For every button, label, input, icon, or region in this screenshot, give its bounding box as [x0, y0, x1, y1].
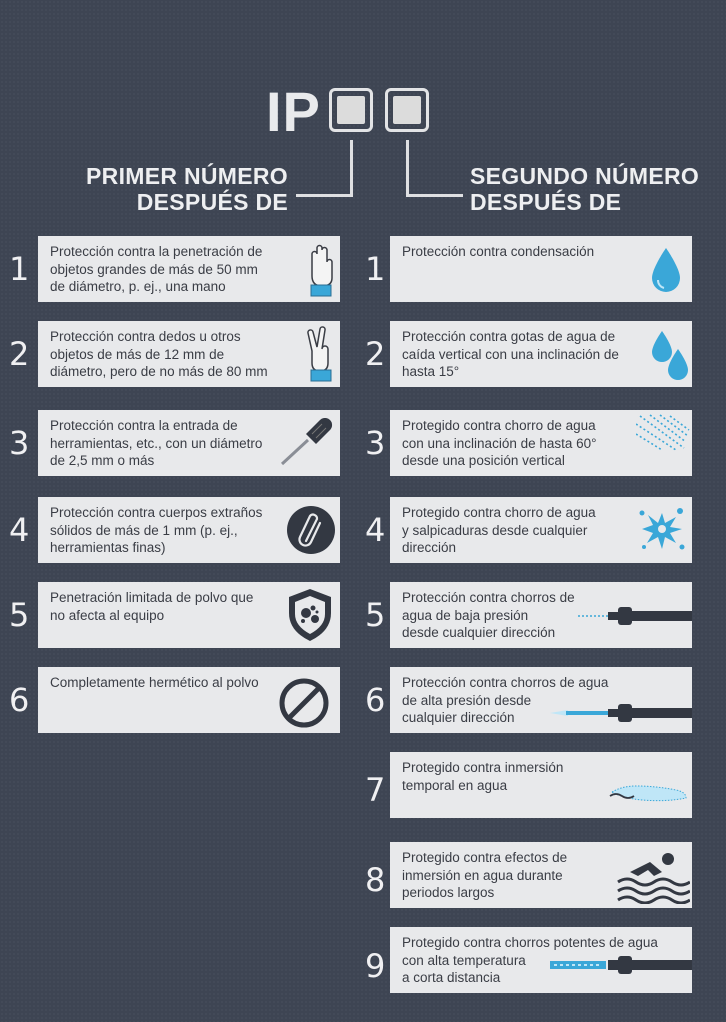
prohibited-icon [278, 677, 330, 729]
item-card: Protegido contra chorro de agua con una inclinación de hasta 60° desde una posición vertical [390, 410, 692, 476]
item-card: Protección contra cuerpos extraños sólidos de más de 1 mm (p. ej., herramientas finas) [38, 497, 340, 563]
item-number: 1 [365, 250, 386, 288]
item-card: Penetración limitada de polvo que no afecta al equipo [38, 582, 340, 648]
item-card: Completamente hermético al polvo [38, 667, 340, 733]
two-fingers-icon [304, 325, 334, 383]
hand-icon [306, 240, 334, 298]
item-card: Protegido contra chorro de agua y salpicaduras desde cualquier dirección [390, 497, 692, 563]
item-number: 4 [365, 511, 386, 549]
item-card: Protegido contra chorros potentes de agua con alta temperatura a corta distancia [390, 927, 692, 993]
item-card: Protección contra la entrada de herramientas, etc., con un diámetro de 2,5 mm o más [38, 410, 340, 476]
right-connector [406, 140, 463, 197]
hot-jet-hose-icon [550, 953, 692, 977]
item-number: 6 [9, 681, 30, 719]
item-card: Protegido contra inmersión temporal en agua [390, 752, 692, 818]
item-card: Protegido contra efectos de inmersión en agua durante periodos largos [390, 842, 692, 908]
item-number: 3 [9, 424, 30, 462]
item-card: Protección contra condensación [390, 236, 692, 302]
item-number: 5 [365, 596, 386, 634]
paperclip-icon [286, 505, 336, 555]
dust-shield-icon [286, 587, 334, 643]
item-card: Protección contra gotas de agua de caída vertical con una inclinación de hasta 15° [390, 321, 692, 387]
item-number: 5 [9, 596, 30, 634]
item-number: 8 [365, 861, 386, 899]
low-pressure-hose-icon [578, 602, 692, 626]
item-number: 2 [365, 335, 386, 373]
high-pressure-hose-icon [550, 701, 692, 725]
splash-icon [636, 503, 688, 555]
screwdriver-icon [276, 418, 336, 470]
swimmer-icon [616, 850, 690, 904]
right-column-title: SEGUNDO NÚMERO DESPUÉS DE [470, 163, 700, 215]
item-card: Protección contra la penetración de objetos grandes de más de 50 mm de diámetro, p. ej., una mano [38, 236, 340, 302]
left-connector [296, 140, 353, 197]
item-card: Protección contra chorros de agua de alta presión desde cualquier dirección [390, 667, 692, 733]
water-drop-icon [648, 246, 684, 296]
left-column-title: PRIMER NÚMERO DESPUÉS DE [86, 163, 288, 215]
item-card: Protección contra dedos u otros objetos de más de 12 mm de diámetro, pero de no más de 80 mm [38, 321, 340, 387]
first-digit-box [329, 88, 373, 132]
item-number: 7 [365, 771, 386, 809]
water-drops-icon [650, 329, 690, 385]
immersion-icon [608, 782, 688, 804]
item-card: Protección contra chorros de agua de baja presión desde cualquier dirección [390, 582, 692, 648]
item-number: 3 [365, 424, 386, 462]
item-number: 9 [365, 947, 386, 985]
second-digit-box [385, 88, 429, 132]
item-number: 4 [9, 511, 30, 549]
item-number: 6 [365, 681, 386, 719]
spray-icon [636, 412, 690, 452]
ip-label: IP [266, 80, 321, 143]
item-number: 1 [9, 250, 30, 288]
item-number: 2 [9, 335, 30, 373]
